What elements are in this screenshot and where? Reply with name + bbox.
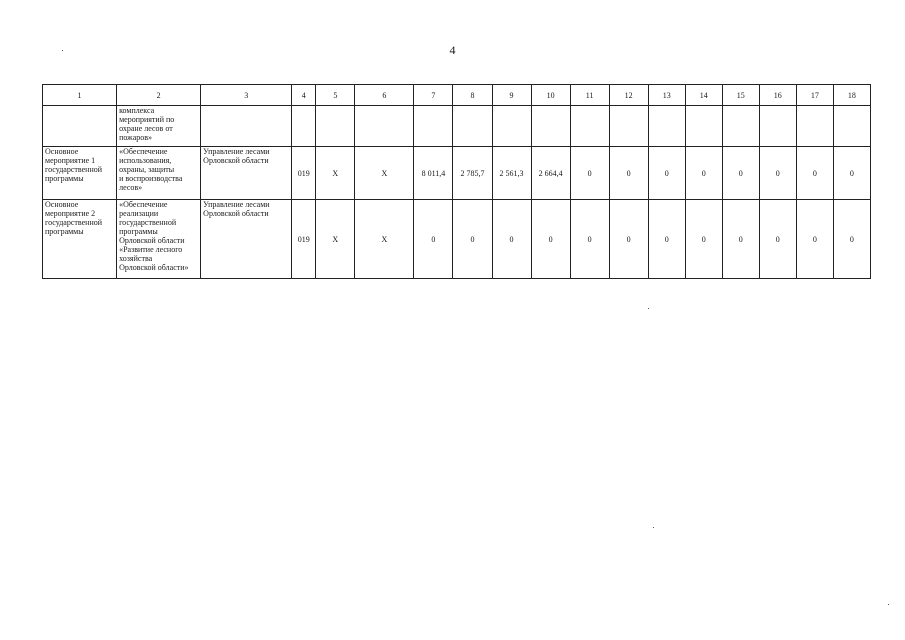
row-status-cell: Основное мероприятие 2 государственной программы: [43, 200, 117, 279]
column-header-12: 12: [609, 85, 648, 106]
value-cell: X: [316, 147, 355, 200]
column-header-10: 10: [531, 85, 570, 106]
value-cell: X: [316, 200, 355, 279]
budget-table: [42, 84, 871, 279]
value-cell: 0: [759, 147, 796, 200]
value-cell: 019: [292, 147, 316, 200]
row-description-cell: «Обеспечение реализации государственной программы Орловской области «Развитие лесного хозяйства Орловской области»: [117, 200, 201, 279]
value-cell: 0: [492, 200, 531, 279]
value-cell: 0: [833, 147, 870, 200]
column-header-6: 6: [355, 85, 414, 106]
row-description-cell: «Обеспечение использования, охраны, защиты и воспроизводства лесов»: [117, 147, 201, 200]
continuation-description: комплекса мероприятий по охране лесов от пожаров»: [117, 106, 201, 147]
column-header-4: 4: [292, 85, 316, 106]
value-cell: 8 011,4: [414, 147, 453, 200]
column-header-18: 18: [833, 85, 870, 106]
value-cell: 0: [648, 200, 685, 279]
column-header-13: 13: [648, 85, 685, 106]
value-cell: 0: [796, 147, 833, 200]
row-status-cell: Основное мероприятие 1 государственной программы: [43, 147, 117, 200]
value-cell: 0: [722, 147, 759, 200]
value-cell: X: [355, 200, 414, 279]
value-cell: 0: [685, 200, 722, 279]
value-cell: 0: [453, 200, 492, 279]
value-cell: 0: [685, 147, 722, 200]
scan-speck: [653, 527, 654, 528]
value-cell: 2 561,3: [492, 147, 531, 200]
column-header-14: 14: [685, 85, 722, 106]
value-cell: 0: [796, 200, 833, 279]
scan-speck: [648, 308, 649, 309]
value-cell: 0: [570, 147, 609, 200]
value-cell: 0: [722, 200, 759, 279]
column-header-9: 9: [492, 85, 531, 106]
table-row: [43, 200, 871, 279]
column-header-5: 5: [316, 85, 355, 106]
value-cell: 0: [833, 200, 870, 279]
scan-speck: [888, 604, 889, 605]
page-number: 4: [449, 43, 456, 57]
value-cell: 2 664,4: [531, 147, 570, 200]
column-header-8: 8: [453, 85, 492, 106]
header-row: [43, 85, 871, 106]
value-cell: 0: [570, 200, 609, 279]
column-header-7: 7: [414, 85, 453, 106]
scan-speck: [62, 50, 63, 51]
table-row: [43, 147, 871, 200]
column-header-1: 1: [43, 85, 117, 106]
column-header-11: 11: [570, 85, 609, 106]
column-header-17: 17: [796, 85, 833, 106]
value-cell: 0: [648, 147, 685, 200]
value-cell: 0: [609, 200, 648, 279]
value-cell: 019: [292, 200, 316, 279]
value-cell: X: [355, 147, 414, 200]
value-cell: 0: [414, 200, 453, 279]
column-header-15: 15: [722, 85, 759, 106]
table-row-continuation: [43, 106, 871, 147]
value-cell: 0: [609, 147, 648, 200]
row-executor-cell: Управление лесами Орловской области: [201, 147, 292, 200]
column-header-3: 3: [201, 85, 292, 106]
column-header-16: 16: [759, 85, 796, 106]
column-header-2: 2: [117, 85, 201, 106]
row-executor-cell: Управление лесами Орловской области: [201, 200, 292, 279]
value-cell: 0: [531, 200, 570, 279]
value-cell: 0: [759, 200, 796, 279]
value-cell: 2 785,7: [453, 147, 492, 200]
